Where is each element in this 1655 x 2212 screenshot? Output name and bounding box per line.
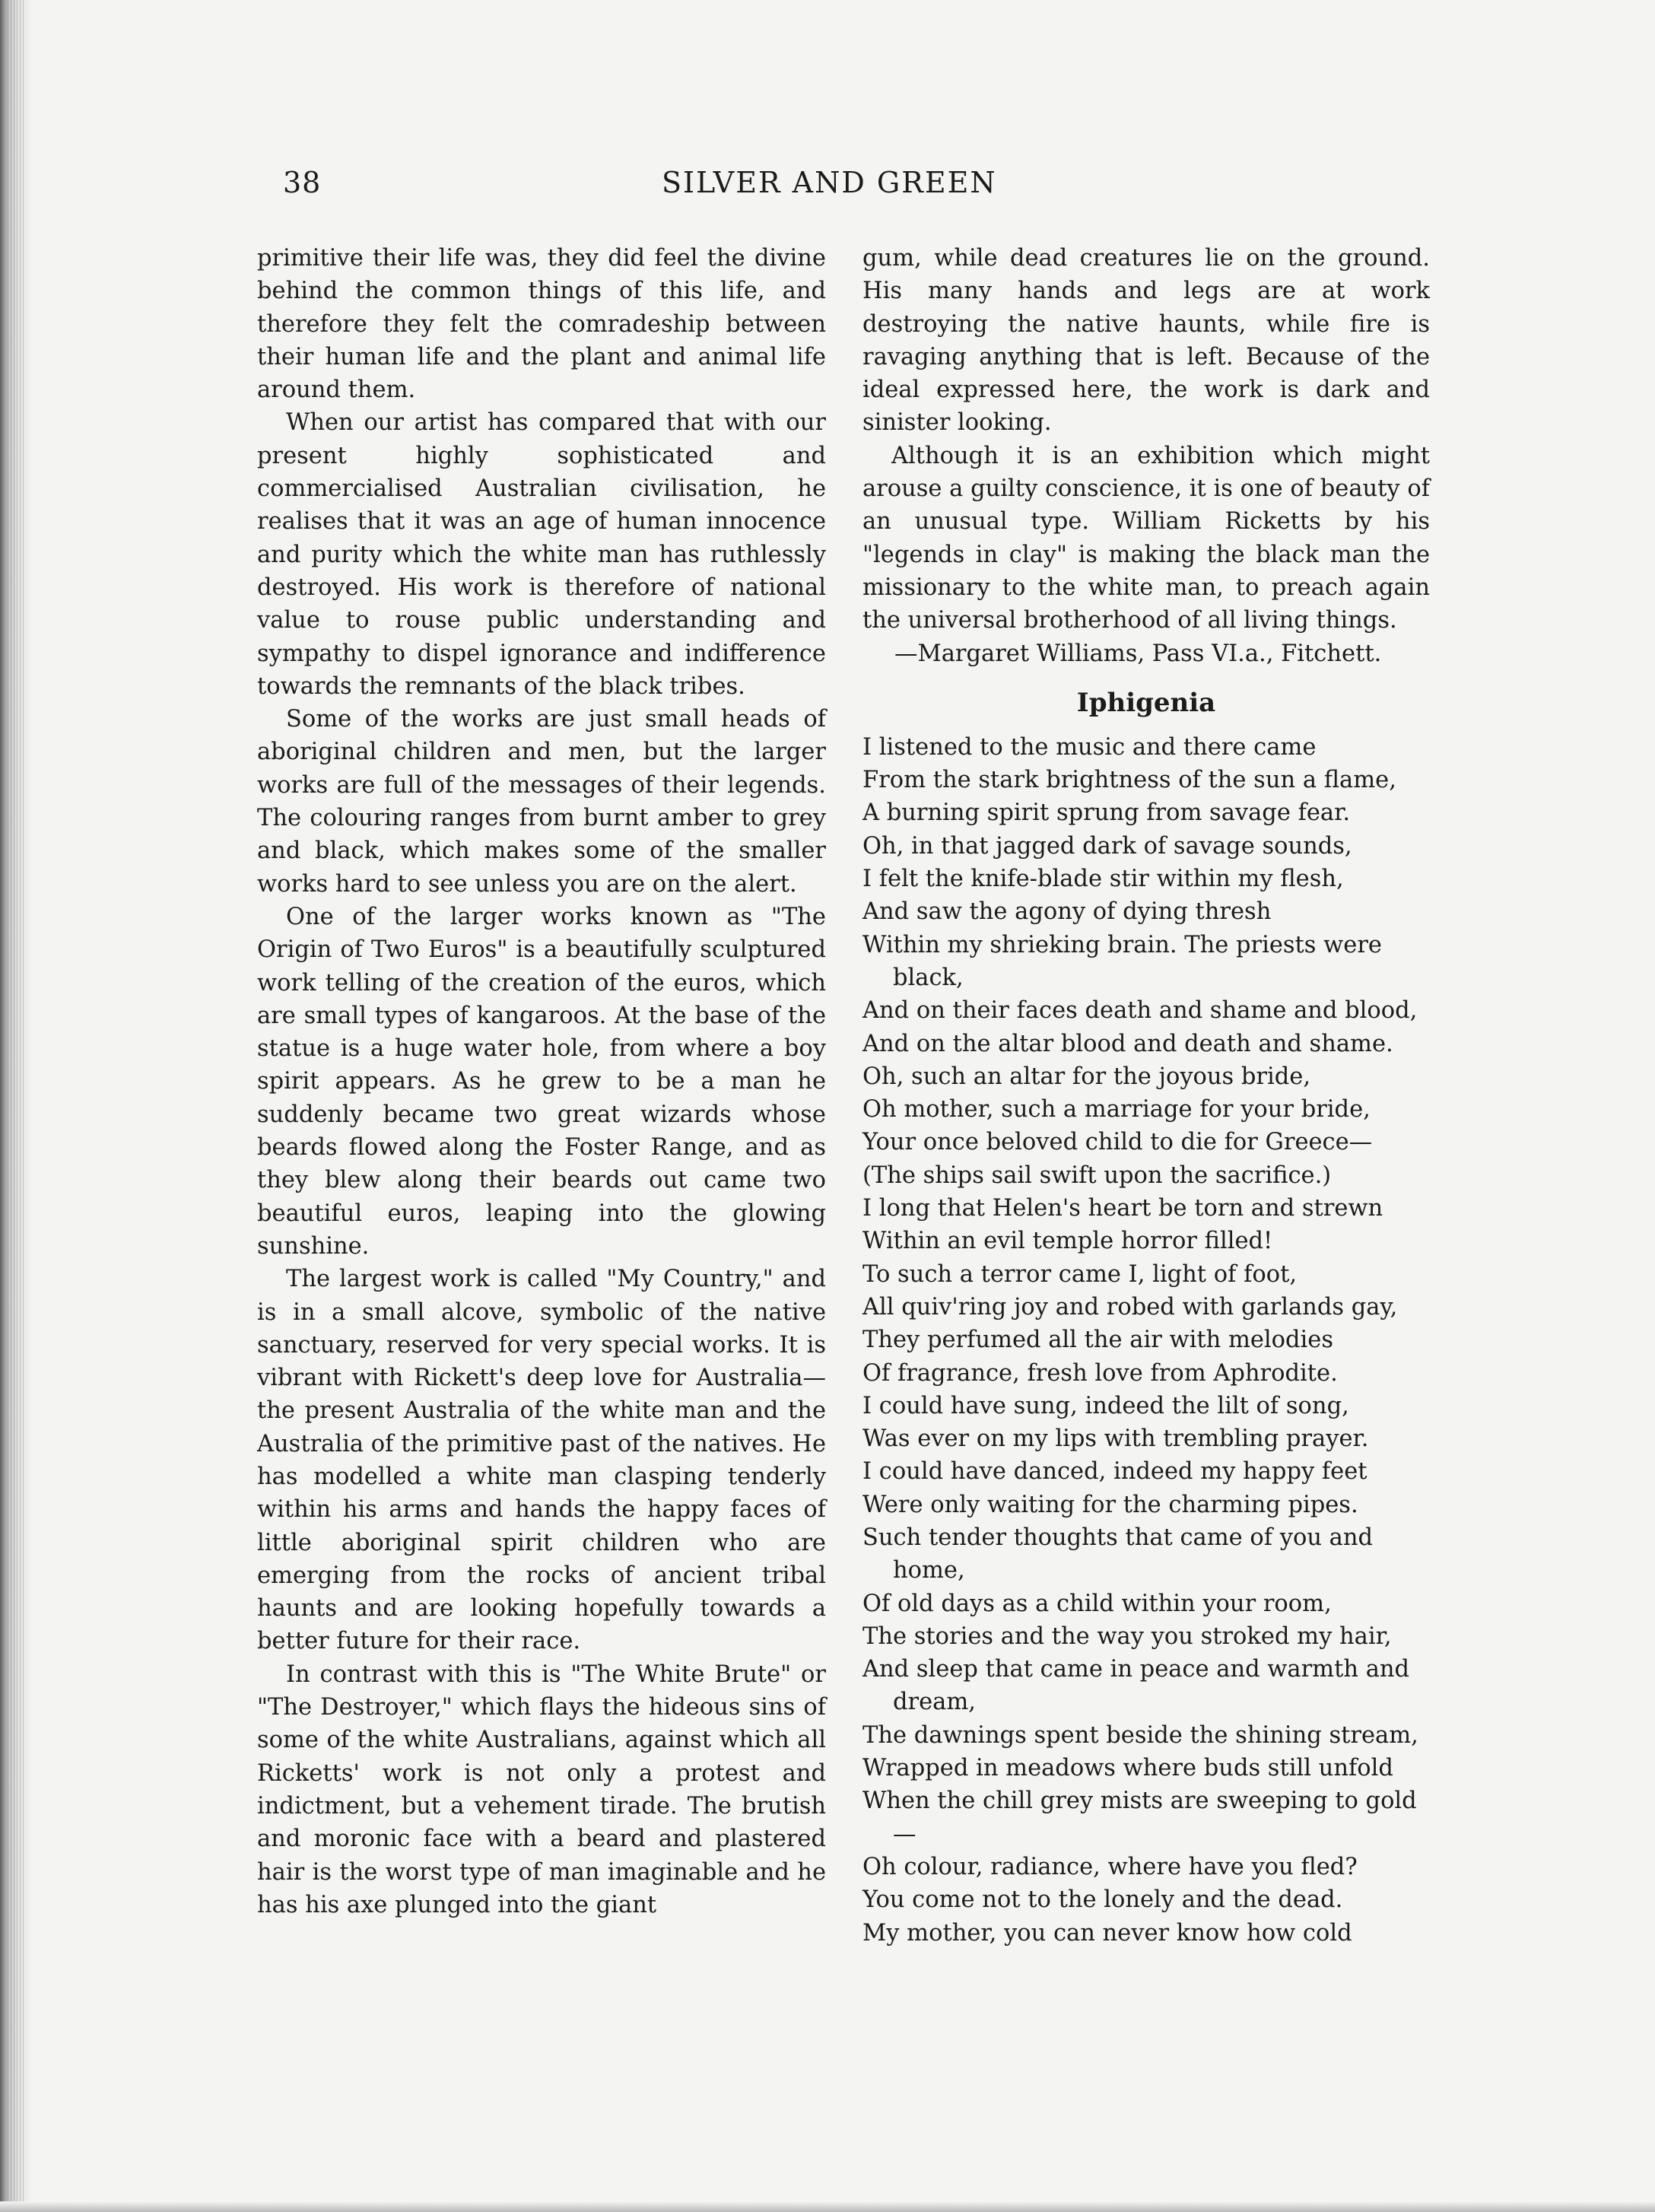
author-signature: —Margaret Williams, Pass VI.a., Fitchett.: [894, 640, 1382, 667]
poem-line: I listened to the music and there came: [862, 733, 1317, 761]
poem-line: I could have danced, indeed my happy feet: [862, 1458, 1368, 1486]
poem-line: The dawnings spent beside the shining stream,: [862, 1721, 1418, 1749]
poem-line: Oh colour, radiance, where have you fled?: [862, 1853, 1358, 1880]
poem-line: Of fragrance, fresh love from Aphrodite.: [862, 1359, 1338, 1387]
poem-line: Within my shrieking brain. The priests were black,: [862, 931, 1382, 991]
paragraph: In contrast with this is "The White Brute" or "The Destroyer," which flays the hideous sins of some of the white Australians, against which all Ricketts' work is not only a protest and indictment, but a vehement tirade. The brutish and moronic face with a beard and plastered hair is the worst type of man imaginable and he has his axe plunged into the giant: [257, 1661, 826, 1918]
poem-line: And saw the agony of dying thresh: [862, 898, 1272, 926]
poem-line: Oh mother, such a marriage for your bride,: [862, 1096, 1371, 1123]
bottom-page-edge: [0, 2201, 1655, 2212]
poem-line: (The ships sail swift upon the sacrifice.): [862, 1162, 1332, 1189]
poem-line: Oh, such an altar for the joyous bride,: [862, 1063, 1311, 1090]
paragraph: Although it is an exhibition which might arouse a guilty conscience, it is one of beauty of an unusual type. William Ricketts by his "legends in clay" is making the black man the missionary to the white man, to preach again the universal brotherhood of all living things.: [862, 442, 1430, 634]
poem-line: Of old days as a child within your room,: [862, 1590, 1332, 1617]
poem-line: Such tender thoughts that came of you and home,: [862, 1524, 1374, 1584]
poem-line: Your once beloved child to die for Greece—: [862, 1129, 1373, 1156]
paragraph: Some of the works are just small heads of aboriginal children and men, but the larger works are full of the messages of their legends. The colouring ranges from burnt amber to grey and black, which makes some of the smaller works hard to see unless you are on the alert.: [257, 706, 826, 898]
left-column: [257, 242, 826, 1921]
poem-line: And on the altar blood and death and shame.: [862, 1030, 1393, 1057]
poem-body: [862, 731, 1430, 1950]
poem-line: Oh, in that jagged dark of savage sounds,: [862, 832, 1352, 860]
poem-line: Within an evil temple horror filled!: [862, 1228, 1273, 1255]
paragraph: The largest work is called "My Country," and is in a small alcove, symbolic of the native sanctuary, reserved for very special works. It is vibrant with Rickett's deep love for Australia—the present Australia of the white man and the Australia of the primitive past of the natives. He has modelled a white man clasping tenderly within his arms and hands the happy faces of little aboriginal spirit children who are emerging from the rocks of ancient tribal haunts and are looking hopefully towards a better future for their race.: [257, 1266, 826, 1655]
poem-line: You come not to the lonely and the dead.: [862, 1886, 1343, 1914]
poem-line: Were only waiting for the charming pipes.: [862, 1491, 1358, 1518]
running-title: SILVER AND GREEN: [662, 166, 997, 199]
right-column: [862, 242, 1430, 1950]
poem-line: A burning spirit sprung from savage fear.: [862, 799, 1351, 827]
paragraph: One of the larger works known as "The Origin of Two Euros" is a beautifully sculptured work telling of the creation of the euros, which are small types of kangaroos. At the base of the statue is a huge water hole, from where a boy spirit appears. As he grew to be a man he suddenly became two great wizards whose beards flowed along the Foster Range, and as they blew along their beards out came two beautiful euros, leaping into the glowing sunshine.: [257, 903, 826, 1260]
poem-line: I long that Helen's heart be torn and strewn: [862, 1195, 1383, 1222]
poem-line: To such a terror came I, light of foot,: [862, 1260, 1298, 1288]
poem-line: Was ever on my lips with trembling prayer.: [862, 1425, 1369, 1453]
page-edges: [8, 0, 24, 2212]
paragraph: gum, while dead creatures lie on the ground. His many hands and legs are at work destroying the native haunts, while fire is ravaging anything that is left. Because of the ideal expressed here, the work is dark and sinister looking.: [862, 245, 1430, 437]
poem-line: The stories and the way you stroked my hair,: [862, 1622, 1392, 1650]
paragraph: When our artist has compared that with our present highly sophisticated and commercialised Australian civilisation, he realises that it was an age of human innocence and purity which the white man has ruthlessly destroyed. His work is therefore of national value to rouse public understanding and sympathy to dispel ignorance and indifference towards the remnants of the black tribes.: [257, 409, 826, 700]
poem-line: Wrapped in meadows where buds still unfold: [862, 1755, 1393, 1782]
poem-line: All quiv'ring joy and robed with garlands gay,: [862, 1293, 1398, 1321]
page-number: 38: [283, 166, 322, 199]
poem-line: When the chill grey mists are sweeping to gold—: [862, 1788, 1417, 1848]
poem-line: I could have sung, indeed the lilt of song,: [862, 1392, 1349, 1419]
poem-line: From the stark brightness of the sun a flame,: [862, 767, 1396, 794]
poem-title: Iphigenia: [1076, 687, 1216, 718]
paragraph: primitive their life was, they did feel the divine behind the common things of this life, and therefore they felt the comradeship between their human life and the plant and animal life around them.: [257, 245, 826, 404]
poem-line: My mother, you can never know how cold: [862, 1919, 1352, 1947]
poem-line: They perfumed all the air with melodies: [862, 1327, 1334, 1354]
poem-line: And sleep that came in peace and warmth and dream,: [862, 1656, 1410, 1716]
poem-line: I felt the knife-blade stir within my flesh,: [862, 866, 1344, 893]
poem-line: And on their faces death and shame and blood,: [862, 997, 1418, 1025]
